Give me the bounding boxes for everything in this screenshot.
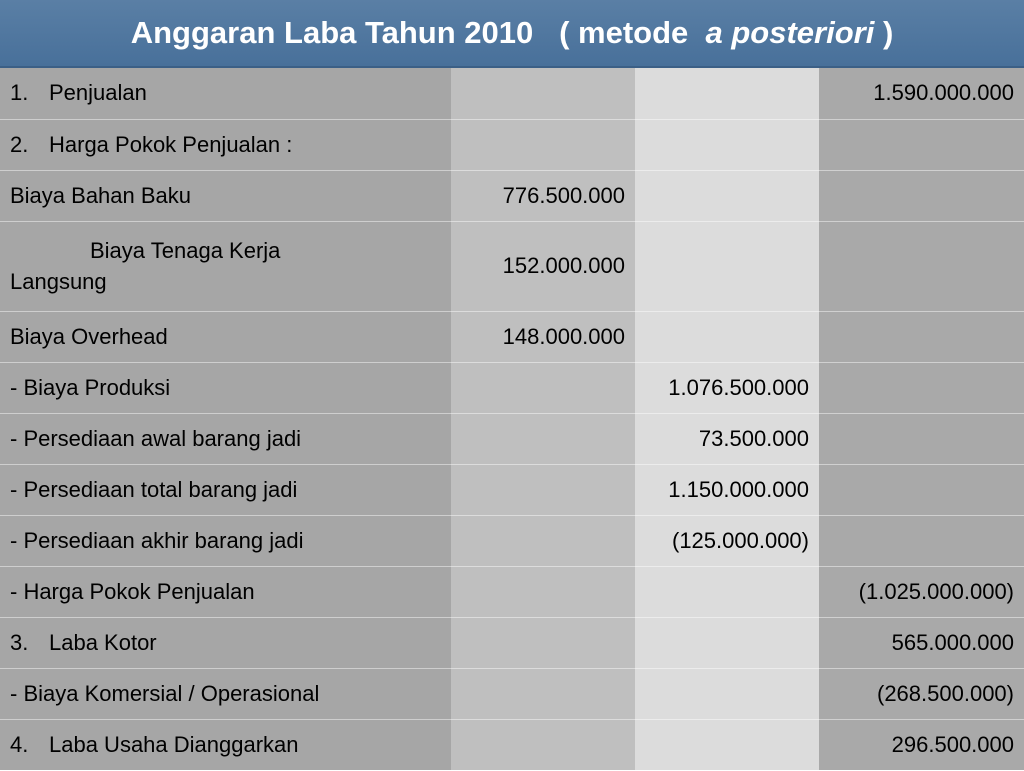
row-label: - Biaya Produksi [0,362,451,413]
cell-subtotal: 73.500.000 [635,413,819,464]
cell-detail [451,719,635,770]
cell-total: (1.025.000.000) [819,566,1024,617]
cell-subtotal [635,566,819,617]
row-label: Biaya Bahan Baku [0,170,451,221]
cell-detail [451,413,635,464]
row-number: 3. [10,629,29,655]
row-label-text: Harga Pokok Penjualan : [49,131,293,157]
cell-subtotal [635,119,819,170]
cell-total: (268.500.000) [819,668,1024,719]
row-label [0,119,451,170]
cell-detail [451,668,635,719]
cell-detail: 776.500.000 [451,170,635,221]
cell-detail [451,68,635,119]
table-row-biaya-komersial [0,668,1024,719]
row-label-text: Laba Kotor [49,629,157,655]
cell-subtotal [635,311,819,362]
table-row-persediaan-akhir [0,515,1024,566]
title-main: Anggaran Laba Tahun 2010 ( metode [130,15,706,50]
title-italic: a posteriori [705,15,875,50]
cell-subtotal [635,221,819,311]
cell-total [819,362,1024,413]
cell-detail [451,464,635,515]
cell-detail [451,566,635,617]
row-label: - Persediaan total barang jadi [0,464,451,515]
cell-detail [451,617,635,668]
cell-subtotal [635,719,819,770]
row-number: 4. [10,731,29,757]
table-row-bahan-baku [0,170,1024,221]
title-end: ) [874,15,894,50]
row-label: - Persediaan akhir barang jadi [0,515,451,566]
cell-total [819,170,1024,221]
cell-total: 1.590.000.000 [819,68,1024,119]
budget-table [0,68,1024,771]
row-label-text: Laba Usaha Dianggarkan [49,731,299,757]
row-label-line2: Langsung [10,269,107,294]
table-row-persediaan-total [0,464,1024,515]
cell-subtotal [635,668,819,719]
cell-total [819,119,1024,170]
row-label [0,617,451,668]
cell-subtotal: 1.150.000.000 [635,464,819,515]
cell-detail [451,119,635,170]
cell-subtotal: (125.000.000) [635,515,819,566]
cell-subtotal [635,170,819,221]
table-row-penjualan [0,68,1024,119]
row-label [0,68,451,119]
cell-subtotal: 1.076.500.000 [635,362,819,413]
row-label [0,719,451,770]
cell-detail [451,515,635,566]
cell-detail: 148.000.000 [451,311,635,362]
row-label: - Harga Pokok Penjualan [0,566,451,617]
cell-detail: 152.000.000 [451,221,635,311]
cell-total: 296.500.000 [819,719,1024,770]
cell-subtotal [635,68,819,119]
table-row-tenaga-kerja [0,221,1024,311]
row-label: - Persediaan awal barang jadi [0,413,451,464]
table-row-hpp-header [0,119,1024,170]
cell-total [819,221,1024,311]
row-number: 1. [10,80,29,106]
table-row-laba-kotor [0,617,1024,668]
cell-detail [451,362,635,413]
cell-total [819,515,1024,566]
slide-title [0,0,1024,68]
table-row-overhead [0,311,1024,362]
row-number: 2. [10,131,29,157]
cell-subtotal [635,617,819,668]
table-row-hpp-total [0,566,1024,617]
cell-total [819,413,1024,464]
table-row-persediaan-awal [0,413,1024,464]
row-label: - Biaya Komersial / Operasional [0,668,451,719]
cell-total [819,311,1024,362]
row-label: Biaya Overhead [0,311,451,362]
row-label-line1: Biaya Tenaga Kerja [90,238,281,263]
table-row-laba-usaha [0,719,1024,770]
table-row-biaya-produksi [0,362,1024,413]
cell-total: 565.000.000 [819,617,1024,668]
row-label-text: Penjualan [49,80,147,106]
cell-total [819,464,1024,515]
row-label [0,221,451,311]
